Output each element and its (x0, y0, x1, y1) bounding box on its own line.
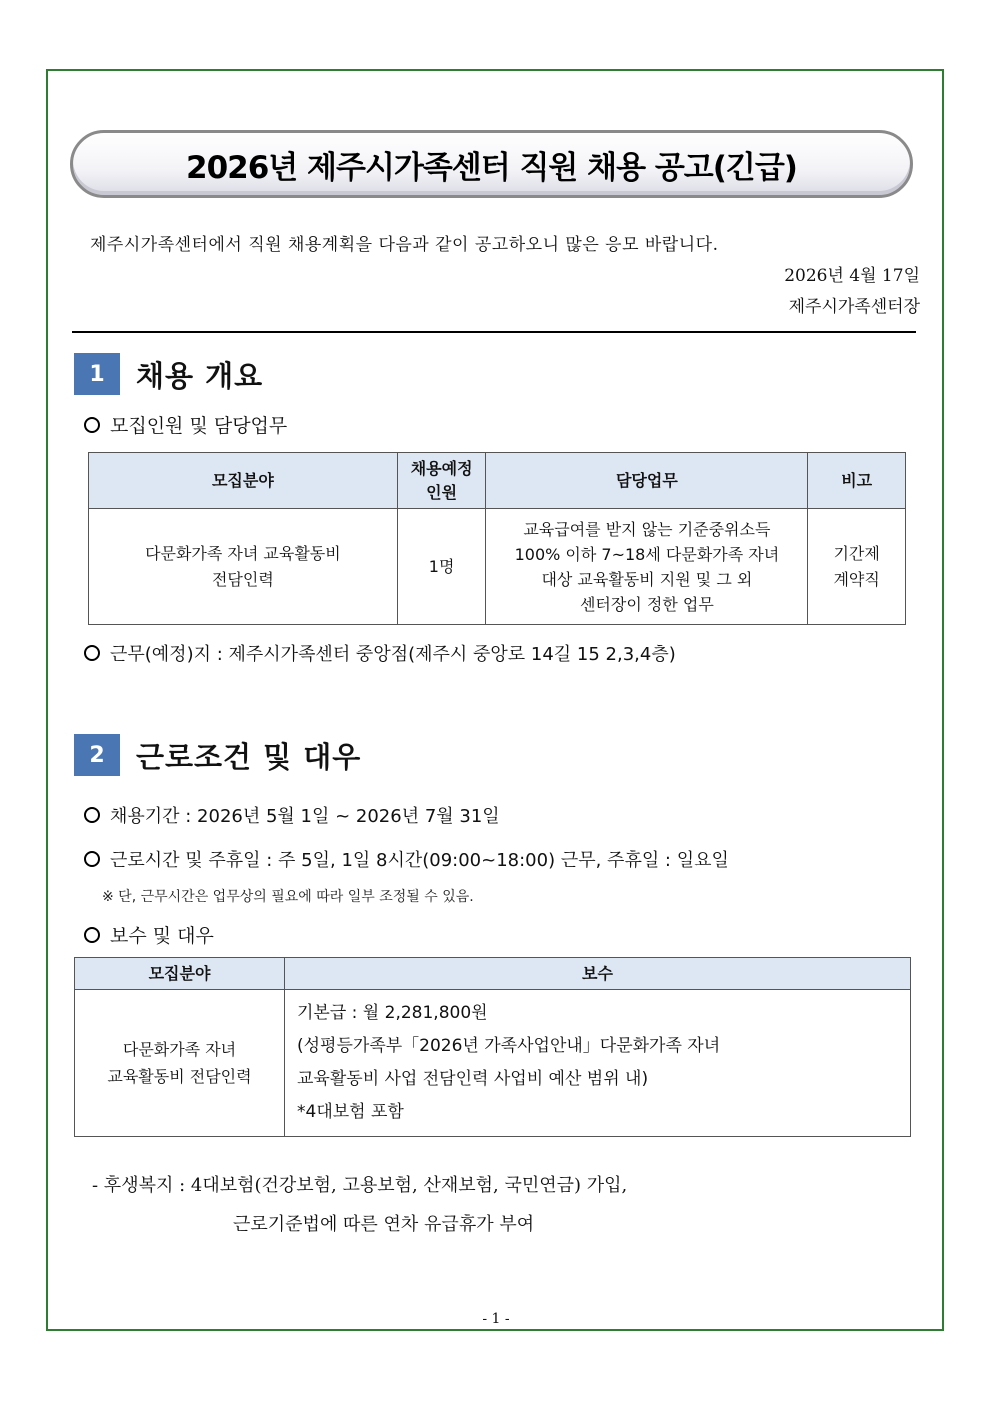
announcement-date: 2026년 4월 17일 (784, 266, 920, 286)
circle-bullet-icon (84, 927, 100, 943)
location-bullet (84, 640, 676, 666)
circle-bullet-icon (84, 645, 100, 661)
cell-count: 1명 (397, 509, 486, 625)
section-2-number: 2 (74, 734, 120, 776)
issuer: 제주시가족센터장 (788, 297, 920, 317)
recruit-bullet (84, 411, 287, 438)
recruit-bullet-text: 모집인원 및 담당업무 (110, 415, 288, 437)
welfare-line-2: 근로기준법에 따른 연차 유급휴가 부여 (233, 1214, 535, 1235)
circle-bullet-icon (84, 851, 100, 867)
period-bullet (84, 802, 500, 828)
header-duty: 담당업무 (486, 453, 808, 509)
title-banner (70, 130, 913, 198)
header-note: 비고 (808, 453, 906, 509)
period-bullet-text: 채용기간 : 2026년 5월 1일 ~ 2026년 7월 31일 (110, 806, 500, 827)
table-row (89, 509, 906, 625)
pay-bullet (84, 921, 214, 948)
hours-bullet (84, 846, 729, 872)
pay-header-field: 모집분야 (75, 958, 285, 990)
hours-note: ※ 단, 근무시간은 업무상의 필요에 따라 일부 조정될 수 있음. (102, 889, 474, 905)
pay-cell-detail: 기본급 : 월 2,281,800원 (성평등가족부「2026년 가족사업안내」다문화가족 자녀 교육활동비 사업 전담인력 사업비 예산 범위 내) *4대보험 포함 (285, 990, 911, 1137)
pay-bullet-text: 보수 및 대우 (110, 925, 214, 947)
pay-cell-field: 다문화가족 자녀 교육활동비 전담인력 (75, 990, 285, 1137)
header-field: 모집분야 (89, 453, 398, 509)
section-2-title: 근로조건 및 대우 (136, 740, 362, 774)
cell-duty: 교육급여를 받지 않는 기준중위소득 100% 이하 7~18세 다문화가족 자녀 대상 교육활동비 지원 및 그 외 센터장이 정한 업무 (486, 509, 808, 625)
hours-bullet-text: 근로시간 및 주휴일 : 주 5일, 1일 8시간(09:00~18:00) 근무, 주휴일 : 일요일 (110, 850, 729, 871)
intro-text: 제주시가족센터에서 직원 채용계획을 다음과 같이 공고하오니 많은 응모 바랍니다. (90, 235, 719, 255)
pay-table-header (75, 958, 911, 990)
page-number: - 1 - (482, 1311, 510, 1327)
cell-field: 다문화가족 자녀 교육활동비 전담인력 (89, 509, 398, 625)
header-divider (72, 331, 916, 333)
welfare-line-1: - 후생복지 : 4대보험(건강보험, 고용보험, 산재보험, 국민연금) 가입, (92, 1175, 628, 1196)
table-row (75, 990, 911, 1137)
location-bullet-text: 근무(예정)지 : 제주시가족센터 중앙점(제주시 중앙로 14길 15 2,3,4층) (110, 644, 676, 665)
cell-note: 기간제 계약직 (808, 509, 906, 625)
pay-table (74, 957, 911, 1137)
section-1-title: 채용 개요 (136, 359, 264, 393)
page-border (46, 69, 944, 1331)
circle-bullet-icon (84, 807, 100, 823)
page-title: 2026년 제주시가족센터 직원 채용 공고(긴급) (186, 149, 797, 186)
section-1-number: 1 (74, 353, 120, 395)
pay-header-pay: 보수 (285, 958, 911, 990)
circle-bullet-icon (84, 417, 100, 433)
recruit-table (88, 452, 906, 625)
recruit-table-header (89, 453, 906, 509)
header-count: 채용예정 인원 (397, 453, 486, 509)
